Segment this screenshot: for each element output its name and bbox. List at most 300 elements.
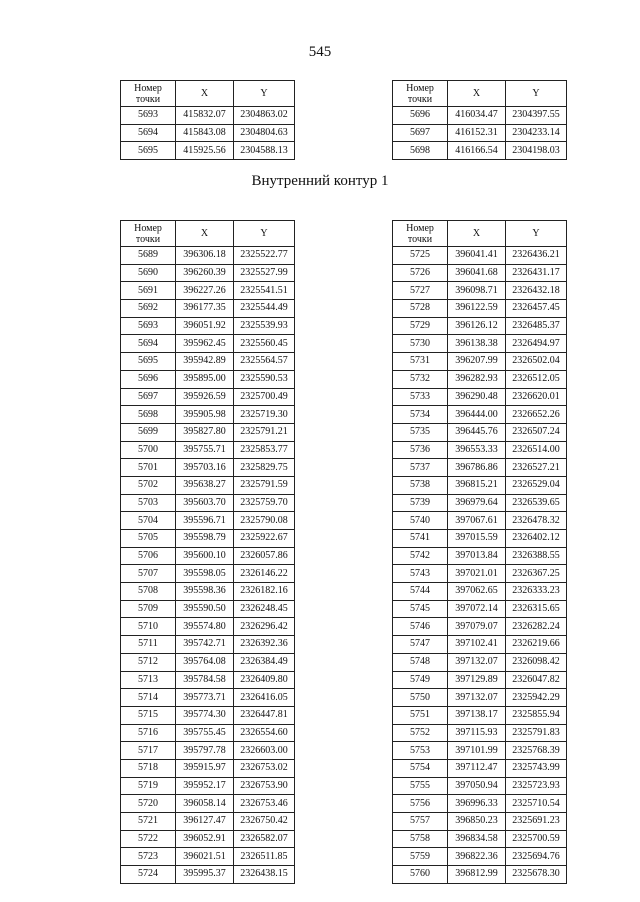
- header-num-line2: точки: [407, 233, 433, 245]
- table-row: [393, 830, 567, 848]
- x-cell: 396979.64: [448, 494, 506, 512]
- x-cell: 396227.26: [176, 282, 234, 300]
- y-header: Y: [234, 81, 295, 107]
- table-row: [121, 406, 295, 424]
- table-row: [121, 388, 295, 406]
- table-row: [121, 759, 295, 777]
- table-row: [393, 317, 567, 335]
- x-cell: 395797.78: [176, 742, 234, 760]
- y-cell: 2326529.04: [506, 476, 567, 494]
- table-row: [393, 565, 567, 583]
- table-row: [121, 724, 295, 742]
- y-cell: 2326539.65: [506, 494, 567, 512]
- point-number-cell: 5691: [121, 282, 176, 300]
- x-cell: 395774.30: [176, 706, 234, 724]
- x-cell: 396052.91: [176, 830, 234, 848]
- x-cell: 416034.47: [448, 107, 506, 125]
- table-row: [121, 530, 295, 548]
- x-cell: 395952.17: [176, 777, 234, 795]
- point-number-cell: 5719: [121, 777, 176, 795]
- table-row: [121, 300, 295, 318]
- x-cell: 397050.94: [448, 777, 506, 795]
- y-cell: 2325942.29: [506, 689, 567, 707]
- inner-contour-right-table: [392, 220, 567, 884]
- y-cell: 2326447.81: [234, 706, 295, 724]
- y-cell: 2304233.14: [506, 124, 567, 142]
- x-cell: 397132.07: [448, 653, 506, 671]
- header-num-line1: Номер: [406, 82, 434, 94]
- x-cell: 397115.93: [448, 724, 506, 742]
- point-number-cell: 5734: [393, 406, 448, 424]
- table-row: [393, 848, 567, 866]
- y-cell: 2326511.85: [234, 848, 295, 866]
- point-number-cell: 5733: [393, 388, 448, 406]
- point-number-cell: 5702: [121, 476, 176, 494]
- table-row: [121, 282, 295, 300]
- y-cell: 2325544.49: [234, 300, 295, 318]
- y-cell: 2326431.17: [506, 264, 567, 282]
- x-cell: 395962.45: [176, 335, 234, 353]
- point-number-cell: 5701: [121, 459, 176, 477]
- point-number-cell: 5718: [121, 759, 176, 777]
- y-cell: 2326514.00: [506, 441, 567, 459]
- x-cell: 396041.68: [448, 264, 506, 282]
- y-cell: 2326402.12: [506, 530, 567, 548]
- table-row: [121, 441, 295, 459]
- table-row: [121, 142, 295, 160]
- x-header: X: [448, 81, 506, 107]
- table-row: [393, 282, 567, 300]
- point-number-header: [393, 221, 448, 247]
- table-header-row: [121, 81, 295, 107]
- point-number-cell: 5754: [393, 759, 448, 777]
- x-cell: 397015.59: [448, 530, 506, 548]
- point-number-header: [393, 81, 448, 107]
- table-row: [121, 742, 295, 760]
- y-cell: 2325791.83: [506, 724, 567, 742]
- point-number-cell: 5712: [121, 653, 176, 671]
- table-row: [393, 388, 567, 406]
- point-number-cell: 5708: [121, 583, 176, 601]
- y-cell: 2326098.42: [506, 653, 567, 671]
- point-number-cell: 5698: [393, 142, 448, 160]
- point-number-cell: 5722: [121, 830, 176, 848]
- y-cell: 2304198.03: [506, 142, 567, 160]
- point-number-cell: 5690: [121, 264, 176, 282]
- y-cell: 2325560.45: [234, 335, 295, 353]
- point-number-header: [121, 81, 176, 107]
- y-cell: 2325790.08: [234, 512, 295, 530]
- table-row: [393, 706, 567, 724]
- y-cell: 2325694.76: [506, 848, 567, 866]
- point-number-cell: 5752: [393, 724, 448, 742]
- x-cell: 397079.07: [448, 618, 506, 636]
- point-number-cell: 5731: [393, 353, 448, 371]
- x-cell: 396207.99: [448, 353, 506, 371]
- y-cell: 2326388.55: [506, 547, 567, 565]
- y-cell: 2326182.16: [234, 583, 295, 601]
- x-cell: 397102.41: [448, 636, 506, 654]
- y-cell: 2326146.22: [234, 565, 295, 583]
- x-cell: 395600.10: [176, 547, 234, 565]
- table-row: [393, 600, 567, 618]
- y-cell: 2326219.66: [506, 636, 567, 654]
- table-row: [393, 370, 567, 388]
- y-cell: 2326438.15: [234, 866, 295, 884]
- x-cell: 416166.54: [448, 142, 506, 160]
- x-cell: 396812.99: [448, 866, 506, 884]
- table-row: [121, 830, 295, 848]
- point-number-cell: 5759: [393, 848, 448, 866]
- x-cell: 396996.33: [448, 795, 506, 813]
- x-cell: 395784.58: [176, 671, 234, 689]
- table-row: [393, 476, 567, 494]
- y-cell: 2326527.21: [506, 459, 567, 477]
- y-cell: 2326753.46: [234, 795, 295, 813]
- point-number-cell: 5699: [121, 423, 176, 441]
- x-cell: 396444.00: [448, 406, 506, 424]
- point-number-cell: 5740: [393, 512, 448, 530]
- x-cell: 397021.01: [448, 565, 506, 583]
- table-row: [121, 547, 295, 565]
- point-number-cell: 5714: [121, 689, 176, 707]
- point-number-cell: 5737: [393, 459, 448, 477]
- x-cell: 416152.31: [448, 124, 506, 142]
- point-number-cell: 5739: [393, 494, 448, 512]
- header-num-line2: точки: [407, 93, 433, 105]
- y-header: Y: [506, 221, 567, 247]
- x-cell: 395827.80: [176, 423, 234, 441]
- table-row: [393, 335, 567, 353]
- table-row: [121, 565, 295, 583]
- x-cell: 396021.51: [176, 848, 234, 866]
- x-cell: 395598.05: [176, 565, 234, 583]
- table-row: [393, 795, 567, 813]
- point-number-cell: 5693: [121, 107, 176, 125]
- point-number-cell: 5748: [393, 653, 448, 671]
- x-cell: 397013.84: [448, 547, 506, 565]
- x-cell: 397129.89: [448, 671, 506, 689]
- y-header: Y: [506, 81, 567, 107]
- x-cell: 395603.70: [176, 494, 234, 512]
- x-cell: 395773.71: [176, 689, 234, 707]
- x-cell: 396122.59: [448, 300, 506, 318]
- table-row: [121, 866, 295, 884]
- point-number-cell: 5758: [393, 830, 448, 848]
- table-row: [121, 370, 295, 388]
- table-row: [393, 724, 567, 742]
- x-cell: 397067.61: [448, 512, 506, 530]
- table-row: [393, 866, 567, 884]
- point-number-cell: 5743: [393, 565, 448, 583]
- point-number-cell: 5694: [121, 124, 176, 142]
- point-number-header: [121, 221, 176, 247]
- table-row: [121, 848, 295, 866]
- x-cell: 396834.58: [448, 830, 506, 848]
- y-cell: 2326457.45: [506, 300, 567, 318]
- point-number-cell: 5730: [393, 335, 448, 353]
- point-number-cell: 5715: [121, 706, 176, 724]
- x-cell: 395764.08: [176, 653, 234, 671]
- x-cell: 396098.71: [448, 282, 506, 300]
- point-number-cell: 5689: [121, 247, 176, 265]
- y-cell: 2326494.97: [506, 335, 567, 353]
- point-number-cell: 5728: [393, 300, 448, 318]
- table-row: [393, 530, 567, 548]
- x-cell: 396138.38: [448, 335, 506, 353]
- point-number-cell: 5713: [121, 671, 176, 689]
- header-num-line1: Номер: [134, 222, 162, 234]
- point-number-cell: 5742: [393, 547, 448, 565]
- x-cell: 396822.36: [448, 848, 506, 866]
- table-row: [121, 795, 295, 813]
- y-cell: 2325564.57: [234, 353, 295, 371]
- point-number-cell: 5705: [121, 530, 176, 548]
- table-row: [393, 689, 567, 707]
- point-number-cell: 5725: [393, 247, 448, 265]
- y-header: Y: [234, 221, 295, 247]
- y-cell: 2325691.23: [506, 813, 567, 831]
- x-cell: 395598.79: [176, 530, 234, 548]
- y-cell: 2325590.53: [234, 370, 295, 388]
- table-row: [393, 777, 567, 795]
- table-row: [121, 124, 295, 142]
- point-number-cell: 5709: [121, 600, 176, 618]
- point-number-cell: 5741: [393, 530, 448, 548]
- x-cell: 396290.48: [448, 388, 506, 406]
- table-row: [121, 600, 295, 618]
- point-number-cell: 5724: [121, 866, 176, 884]
- x-cell: 396282.93: [448, 370, 506, 388]
- y-cell: 2326392.36: [234, 636, 295, 654]
- x-header: X: [176, 81, 234, 107]
- table-row: [393, 759, 567, 777]
- x-cell: 396553.33: [448, 441, 506, 459]
- table-row: [121, 494, 295, 512]
- point-number-cell: 5716: [121, 724, 176, 742]
- table-row: [393, 124, 567, 142]
- y-cell: 2326432.18: [506, 282, 567, 300]
- y-cell: 2326315.65: [506, 600, 567, 618]
- y-cell: 2326436.21: [506, 247, 567, 265]
- table-row: [393, 583, 567, 601]
- x-cell: 395905.98: [176, 406, 234, 424]
- x-cell: 396815.21: [448, 476, 506, 494]
- y-cell: 2325541.51: [234, 282, 295, 300]
- y-cell: 2326296.42: [234, 618, 295, 636]
- y-cell: 2326485.37: [506, 317, 567, 335]
- point-number-cell: 5711: [121, 636, 176, 654]
- y-cell: 2325922.67: [234, 530, 295, 548]
- point-number-cell: 5760: [393, 866, 448, 884]
- table-row: [393, 441, 567, 459]
- table-row: [121, 618, 295, 636]
- table-row: [393, 142, 567, 160]
- top-left-coordinates-table: [120, 80, 295, 160]
- point-number-cell: 5757: [393, 813, 448, 831]
- table-row: [121, 353, 295, 371]
- point-number-cell: 5738: [393, 476, 448, 494]
- point-number-cell: 5697: [393, 124, 448, 142]
- point-number-cell: 5692: [121, 300, 176, 318]
- y-cell: 2326248.45: [234, 600, 295, 618]
- table-row: [393, 406, 567, 424]
- y-cell: 2326384.49: [234, 653, 295, 671]
- y-cell: 2325539.93: [234, 317, 295, 335]
- point-number-cell: 5750: [393, 689, 448, 707]
- x-cell: 397112.47: [448, 759, 506, 777]
- x-cell: 396051.92: [176, 317, 234, 335]
- point-number-cell: 5695: [121, 353, 176, 371]
- y-cell: 2325522.77: [234, 247, 295, 265]
- y-cell: 2326047.82: [506, 671, 567, 689]
- y-cell: 2325527.99: [234, 264, 295, 282]
- inner-contour-left-table: [120, 220, 295, 884]
- table-row: [121, 671, 295, 689]
- table-row: [121, 264, 295, 282]
- point-number-cell: 5720: [121, 795, 176, 813]
- x-cell: 395638.27: [176, 476, 234, 494]
- table-row: [393, 618, 567, 636]
- page-number: 545: [308, 44, 332, 60]
- point-number-cell: 5704: [121, 512, 176, 530]
- point-number-cell: 5726: [393, 264, 448, 282]
- x-cell: 397072.14: [448, 600, 506, 618]
- x-cell: 395995.37: [176, 866, 234, 884]
- y-cell: 2326333.23: [506, 583, 567, 601]
- table-row: [121, 706, 295, 724]
- x-cell: 395895.00: [176, 370, 234, 388]
- x-cell: 395598.36: [176, 583, 234, 601]
- point-number-cell: 5694: [121, 335, 176, 353]
- header-num-line1: Номер: [134, 82, 162, 94]
- point-number-cell: 5710: [121, 618, 176, 636]
- table-row: [393, 742, 567, 760]
- header-num-line1: Номер: [406, 222, 434, 234]
- table-row: [121, 317, 295, 335]
- x-cell: 397138.17: [448, 706, 506, 724]
- table-row: [121, 777, 295, 795]
- y-cell: 2325723.93: [506, 777, 567, 795]
- x-header: X: [176, 221, 234, 247]
- x-cell: 396445.76: [448, 423, 506, 441]
- table-header-row: [393, 81, 567, 107]
- x-cell: 397101.99: [448, 742, 506, 760]
- y-cell: 2325791.59: [234, 476, 295, 494]
- point-number-cell: 5698: [121, 406, 176, 424]
- x-cell: 395942.89: [176, 353, 234, 371]
- table-row: [121, 689, 295, 707]
- table-row: [121, 636, 295, 654]
- x-cell: 415832.07: [176, 107, 234, 125]
- x-cell: 396306.18: [176, 247, 234, 265]
- point-number-cell: 5751: [393, 706, 448, 724]
- y-cell: 2304863.02: [234, 107, 295, 125]
- table-row: [121, 512, 295, 530]
- table-header-row: [121, 221, 295, 247]
- table-row: [393, 264, 567, 282]
- table-row: [393, 671, 567, 689]
- x-cell: 396041.41: [448, 247, 506, 265]
- x-cell: 395755.71: [176, 441, 234, 459]
- point-number-cell: 5732: [393, 370, 448, 388]
- x-cell: 396177.35: [176, 300, 234, 318]
- x-cell: 396850.23: [448, 813, 506, 831]
- y-cell: 2326750.42: [234, 813, 295, 831]
- y-cell: 2326367.25: [506, 565, 567, 583]
- y-cell: 2326603.00: [234, 742, 295, 760]
- x-cell: 395590.50: [176, 600, 234, 618]
- y-cell: 2326057.86: [234, 547, 295, 565]
- y-cell: 2325700.59: [506, 830, 567, 848]
- table-row: [393, 353, 567, 371]
- y-cell: 2326582.07: [234, 830, 295, 848]
- y-cell: 2325710.54: [506, 795, 567, 813]
- header-num-line2: точки: [135, 93, 161, 105]
- x-cell: 395596.71: [176, 512, 234, 530]
- y-cell: 2325829.75: [234, 459, 295, 477]
- table-row: [393, 494, 567, 512]
- y-cell: 2326652.26: [506, 406, 567, 424]
- x-cell: 397062.65: [448, 583, 506, 601]
- table-row: [393, 300, 567, 318]
- point-number-cell: 5707: [121, 565, 176, 583]
- y-cell: 2325768.39: [506, 742, 567, 760]
- point-number-cell: 5744: [393, 583, 448, 601]
- table-row: [393, 423, 567, 441]
- point-number-cell: 5753: [393, 742, 448, 760]
- point-number-cell: 5735: [393, 423, 448, 441]
- x-cell: 395755.45: [176, 724, 234, 742]
- x-cell: 395742.71: [176, 636, 234, 654]
- y-cell: 2325791.21: [234, 423, 295, 441]
- y-cell: 2326620.01: [506, 388, 567, 406]
- y-cell: 2325700.49: [234, 388, 295, 406]
- table-row: [121, 813, 295, 831]
- point-number-cell: 5706: [121, 547, 176, 565]
- x-cell: 397132.07: [448, 689, 506, 707]
- y-cell: 2326282.24: [506, 618, 567, 636]
- y-cell: 2304804.63: [234, 124, 295, 142]
- table-row: [393, 547, 567, 565]
- point-number-cell: 5695: [121, 142, 176, 160]
- y-cell: 2326507.24: [506, 423, 567, 441]
- point-number-cell: 5697: [121, 388, 176, 406]
- table-row: [121, 459, 295, 477]
- table-row: [121, 107, 295, 125]
- table-row: [121, 583, 295, 601]
- y-cell: 2325743.99: [506, 759, 567, 777]
- x-cell: 395703.16: [176, 459, 234, 477]
- point-number-cell: 5696: [393, 107, 448, 125]
- point-number-cell: 5747: [393, 636, 448, 654]
- point-number-cell: 5756: [393, 795, 448, 813]
- point-number-cell: 5746: [393, 618, 448, 636]
- point-number-cell: 5727: [393, 282, 448, 300]
- y-cell: 2326753.02: [234, 759, 295, 777]
- x-cell: 396260.39: [176, 264, 234, 282]
- point-number-cell: 5723: [121, 848, 176, 866]
- point-number-cell: 5755: [393, 777, 448, 795]
- table-row: [121, 476, 295, 494]
- point-number-cell: 5721: [121, 813, 176, 831]
- y-cell: 2326416.05: [234, 689, 295, 707]
- point-number-cell: 5749: [393, 671, 448, 689]
- y-cell: 2325853.77: [234, 441, 295, 459]
- table-row: [393, 653, 567, 671]
- table-row: [393, 459, 567, 477]
- y-cell: 2326512.05: [506, 370, 567, 388]
